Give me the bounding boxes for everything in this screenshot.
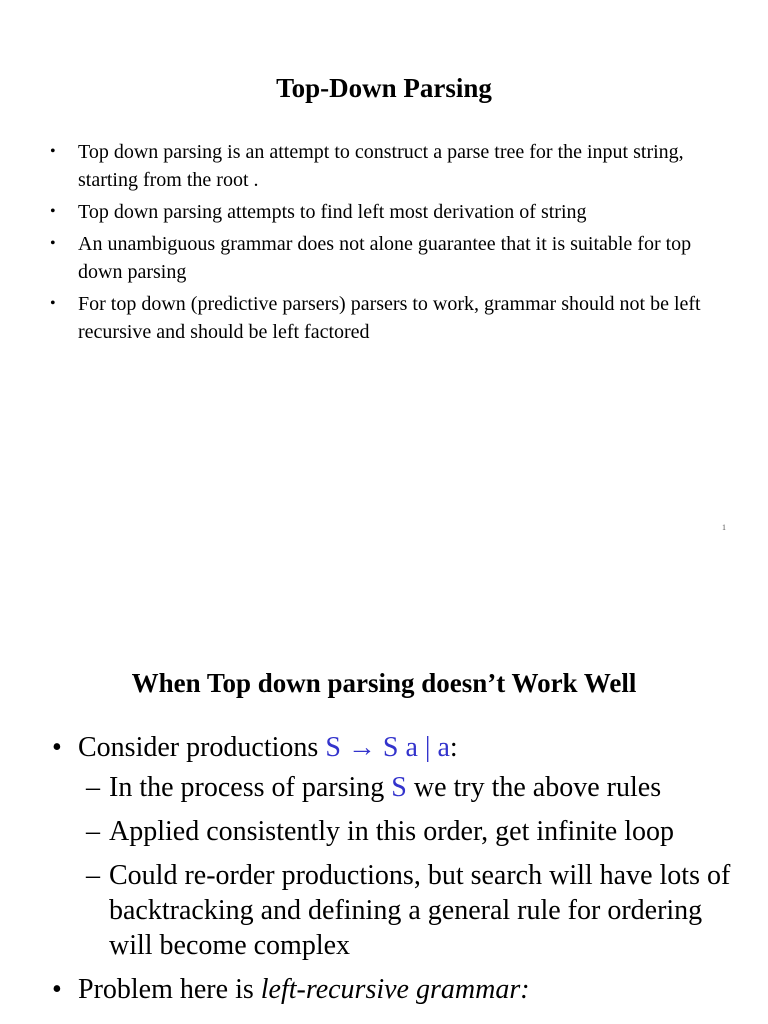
- bullet-text-prefix: Consider productions: [78, 732, 326, 763]
- sub-text-prefix: In the process of parsing: [109, 772, 392, 803]
- sub-text-suffix: we try the above rules: [406, 772, 662, 803]
- slide-2-bullet-list: [52, 730, 752, 1008]
- bullet-text: Top down parsing is an attempt to construct a parse tree for the input string, starting from the root .: [78, 141, 684, 191]
- bullet-icon: •: [50, 203, 56, 220]
- dash-icon: –: [86, 772, 100, 803]
- list-item: [50, 290, 740, 346]
- dash-icon: –: [86, 860, 100, 891]
- bullet-text-suffix: :: [449, 732, 458, 763]
- sub-list-item: [78, 858, 752, 963]
- bullet-icon: •: [50, 235, 56, 252]
- list-item: [50, 198, 740, 226]
- list-item: [50, 138, 740, 194]
- emphasis-text: left-recursive grammar:: [260, 974, 530, 1005]
- list-item: [52, 730, 752, 963]
- list-item: [50, 230, 740, 286]
- page-number: 1: [722, 523, 726, 532]
- bullet-text: Top down parsing attempts to find left most derivation of string: [78, 201, 587, 223]
- production-rule: S → S a | a: [325, 732, 450, 763]
- bullet-text: For top down (predictive parsers) parsers to work, grammar should not be left recursive and should be left factored: [78, 293, 701, 343]
- symbol-s: S: [391, 772, 407, 803]
- dash-icon: –: [86, 816, 100, 847]
- bullet-icon: •: [50, 295, 56, 312]
- slide-2-title: When Top down parsing doesn’t Work Well: [131, 668, 637, 698]
- bullet-icon: •: [52, 732, 62, 763]
- sub-list-item: [78, 814, 752, 849]
- bullet-icon: •: [50, 143, 56, 160]
- bullet-icon: •: [52, 974, 62, 1005]
- bullet-text-prefix: Problem here is: [78, 974, 261, 1005]
- sub-text: Could re-order productions, but search will have lots of backtracking and defining a general rule for ordering will become complex: [109, 860, 731, 961]
- slide-1-title: Top-Down Parsing: [276, 73, 492, 103]
- bullet-text: An unambiguous grammar does not alone guarantee that it is suitable for top down parsing: [78, 233, 692, 283]
- sub-list-item: [78, 770, 752, 805]
- list-item: [52, 972, 752, 1008]
- slide-2: [0, 560, 768, 1024]
- sub-bullet-list: [78, 770, 752, 963]
- sub-text: Applied consistently in this order, get infinite loop: [109, 816, 675, 847]
- slide-1-bullet-list: [50, 138, 740, 350]
